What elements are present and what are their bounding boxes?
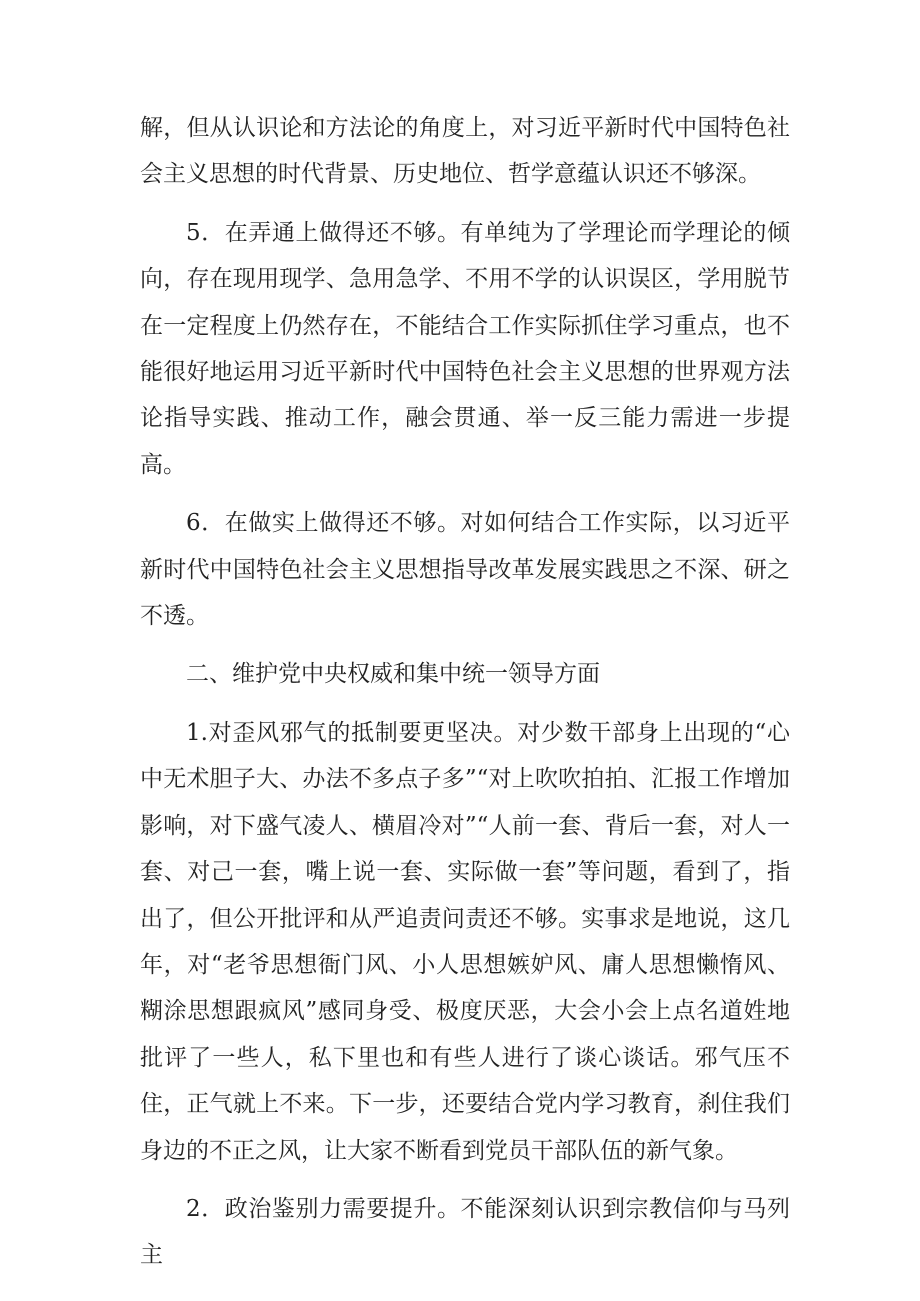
document-body [140, 105, 790, 1279]
paragraph-item-2: 2．政治鉴别力需要提升。不能深刻认识到宗教信仰与马列主 [140, 1195, 790, 1269]
paragraph-continuation: 解，但从认识论和方法论的角度上，对习近平新时代中国特色社会主义思想的时代背景、历史地位、哲学意蕴认识还不够深。 [140, 115, 790, 188]
paragraph-item-5: 5．在弄通上做得还不够。有单纯为了学理论而学理论的倾向，存在现用现学、急用急学、不用不学的认识误区，学用脱节在一定程度上仍然存在，不能结合工作实际抓住学习重点，也不能很好地运用习近平新时代中国特色社会主义思想的世界观方法论指导实践、推动工作，融会贯通、举一反三能力需进一步提高。 [140, 219, 790, 478]
section-heading: 二、维护党中央权威和集中统一领导方面 [186, 661, 600, 688]
paragraph-item-6: 6．在做实上做得还不够。对如何结合工作实际，以习近平新时代中国特色社会主义思想指导改革发展实践思之不深、研之不透。 [140, 510, 790, 630]
paragraph-item-1: 1.对歪风邪气的抵制要更坚决。对少数干部身上出现的“心中无术胆子大、办法不多点子多”“对上吹吹拍拍、汇报工作增加影响，对下盛气凌人、横眉冷对”“人前一套、背后一套，对人一套、对己一套，嘴上说一套、实际做一套”等问题，看到了，指出了，但公开批评和从严追责问责还不够。实事求是地说，这几年，对“老爷思想衙门风、小人思想嫉妒风、庸人思想懒惰风、糊涂思想跟疯风”感同身受、极度厌恶，大会小会上点名道姓地批评了一些人，私下里也和有些人进行了谈心谈话。邪气压不住，正气就上不来。下一步，还要结合党内学习教育，刹住我们身边的不正之风，让大家不断看到党员干部队伍的新气象。 [140, 719, 790, 1164]
